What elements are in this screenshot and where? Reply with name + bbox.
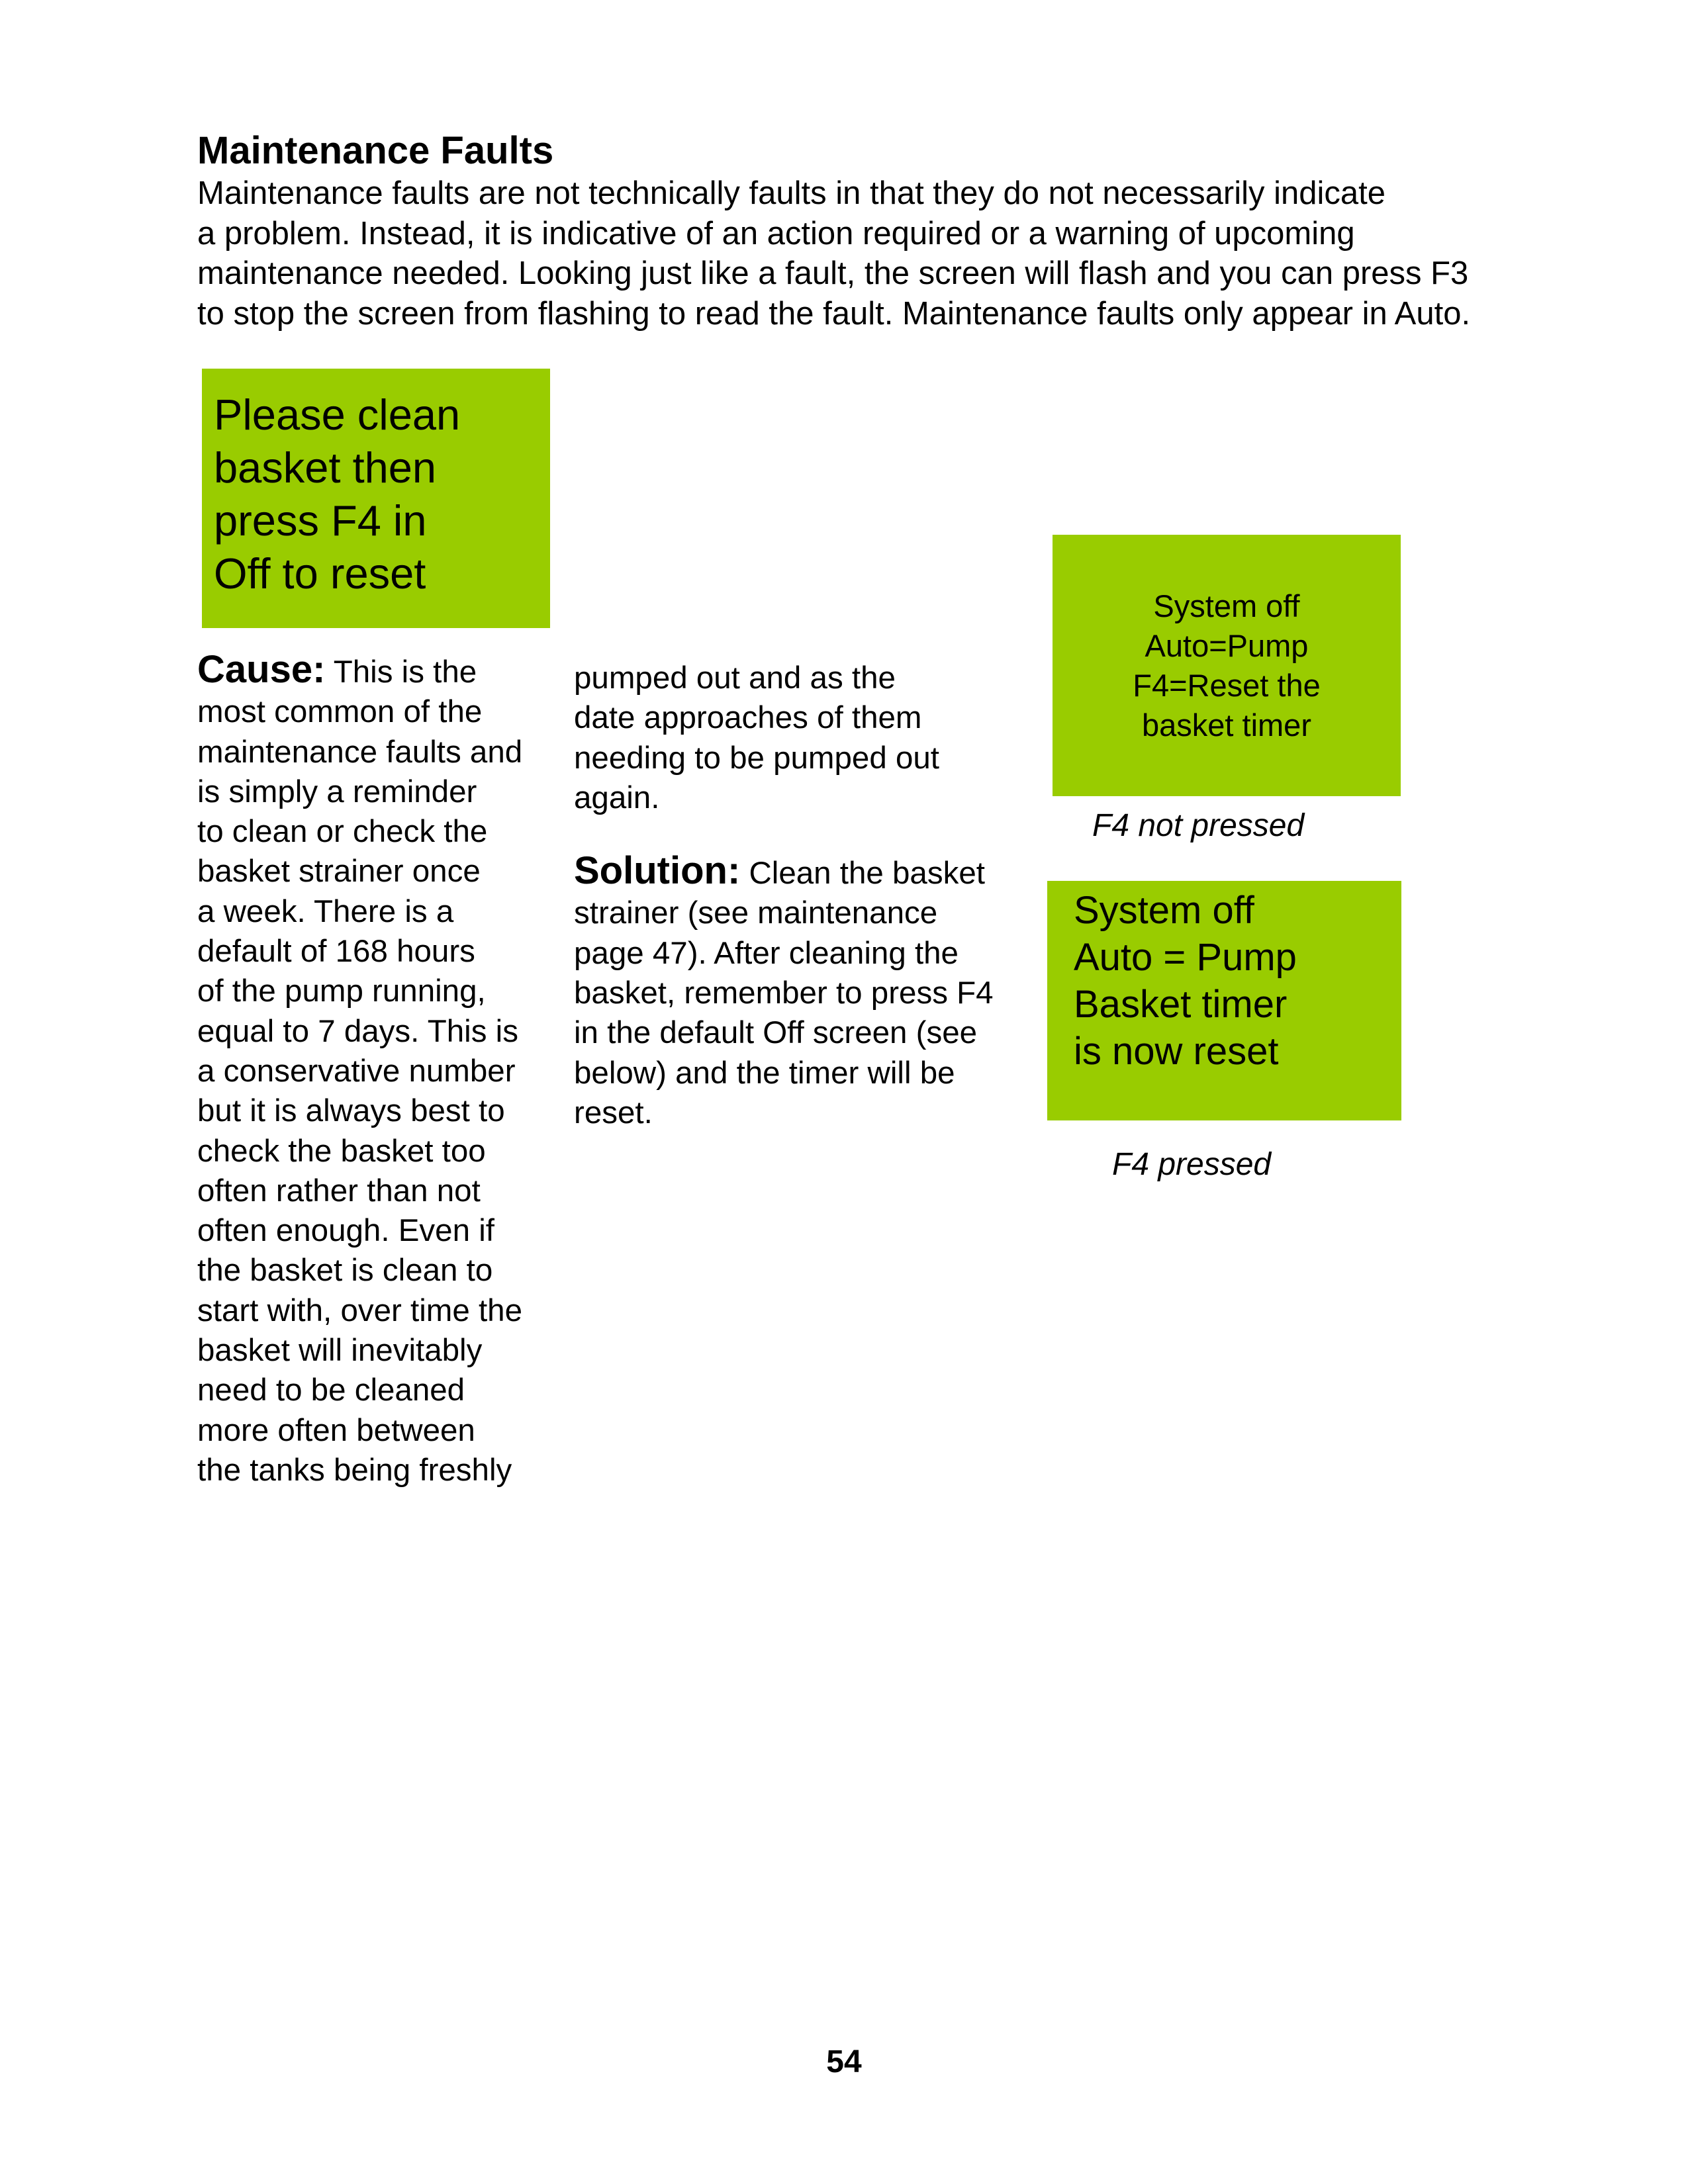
cause-heading: Cause: xyxy=(197,648,326,691)
intro-line: a problem. Instead, it is indicative of an action required or a warning of upcoming xyxy=(197,215,1355,251)
page-title: Maintenance Faults xyxy=(197,129,554,172)
solution-block xyxy=(574,851,994,1133)
solution-line: below) and the timer will be xyxy=(574,1055,955,1091)
cause-line: often rather than not xyxy=(197,1173,481,1208)
cause-first-line xyxy=(197,650,522,692)
cause-line: to clean or check the xyxy=(197,814,488,850)
cause-continued-and-solution-column xyxy=(574,659,994,1133)
fault-screen-line: Off to reset xyxy=(214,549,426,598)
cause-line: need to be cleaned xyxy=(197,1373,465,1408)
cause-line: often enough. Even if xyxy=(197,1213,494,1249)
cause-line: of the pump running, xyxy=(197,974,486,1009)
intro-line: maintenance needed. Looking just like a fault, the screen will flash and you can press F3 xyxy=(197,255,1469,291)
cause-line: most common of the xyxy=(197,694,483,730)
solution-heading: Solution: xyxy=(574,849,741,893)
cause-continued-line: pumped out and as the xyxy=(574,660,896,696)
fault-screen-line: basket then xyxy=(214,443,437,492)
solution-first-line xyxy=(574,851,994,893)
off-screen-line: basket timer xyxy=(1142,707,1311,743)
cause-line: a week. There is a xyxy=(197,893,454,929)
solution-line: in the default Off screen (see xyxy=(574,1015,978,1051)
solution-line: page 47). After cleaning the xyxy=(574,935,959,971)
solution-text: Clean the basket xyxy=(740,856,985,891)
cause-line: start with, over time the xyxy=(197,1293,523,1328)
cause-continued-line: date approaches of them xyxy=(574,700,922,736)
page-number: 54 xyxy=(826,2044,862,2079)
cause-line: equal to 7 days. This is xyxy=(197,1013,518,1049)
reset-screen-line: System off xyxy=(1074,889,1254,932)
off-screen-line: System off xyxy=(1153,588,1300,623)
reset-screen-display xyxy=(1047,881,1401,1120)
cause-column xyxy=(197,650,522,1490)
solution-line: basket, remember to press F4 xyxy=(574,976,994,1011)
f4-not-pressed-caption: F4 not pressed xyxy=(1092,808,1305,843)
cause-continued-line: needing to be pumped out xyxy=(574,740,939,776)
cause-line: basket will inevitably xyxy=(197,1333,483,1369)
intro-paragraph xyxy=(197,173,1521,334)
fault-screen-line: press F4 in xyxy=(214,496,427,545)
cause-line: a conservative number xyxy=(197,1053,516,1089)
off-screen-line: Auto=Pump xyxy=(1145,628,1309,663)
reset-screen-line: Basket timer xyxy=(1074,983,1288,1026)
cause-line: but it is always best to xyxy=(197,1093,505,1129)
off-screen-display xyxy=(1053,535,1401,796)
cause-line: default of 168 hours xyxy=(197,934,475,970)
cause-line: basket strainer once xyxy=(197,854,481,889)
cause-line: is simply a reminder xyxy=(197,774,477,809)
off-screen-line: F4=Reset the xyxy=(1133,668,1321,703)
reset-screen-line: Auto = Pump xyxy=(1074,936,1297,979)
cause-line: the tanks being freshly xyxy=(197,1452,512,1488)
intro-line: Maintenance faults are not technically faults in that they do not necessarily indicate xyxy=(197,175,1385,211)
cause-continued-line: again. xyxy=(574,780,660,815)
solution-line: reset. xyxy=(574,1095,653,1130)
cause-text: This is the xyxy=(325,655,477,690)
f4-pressed-caption: F4 pressed xyxy=(1112,1147,1272,1182)
fault-screen-display xyxy=(202,369,550,628)
reset-screen-line: is now reset xyxy=(1074,1030,1279,1073)
cause-line: more often between xyxy=(197,1412,475,1448)
solution-line: strainer (see maintenance xyxy=(574,895,938,931)
fault-screen-line: Please clean xyxy=(214,390,461,439)
cause-line: check the basket too xyxy=(197,1133,486,1169)
intro-line: to stop the screen from flashing to read the fault. Maintenance faults only appear in Auto. xyxy=(197,295,1471,332)
cause-line: maintenance faults and xyxy=(197,734,523,770)
cause-line: the basket is clean to xyxy=(197,1253,493,1289)
